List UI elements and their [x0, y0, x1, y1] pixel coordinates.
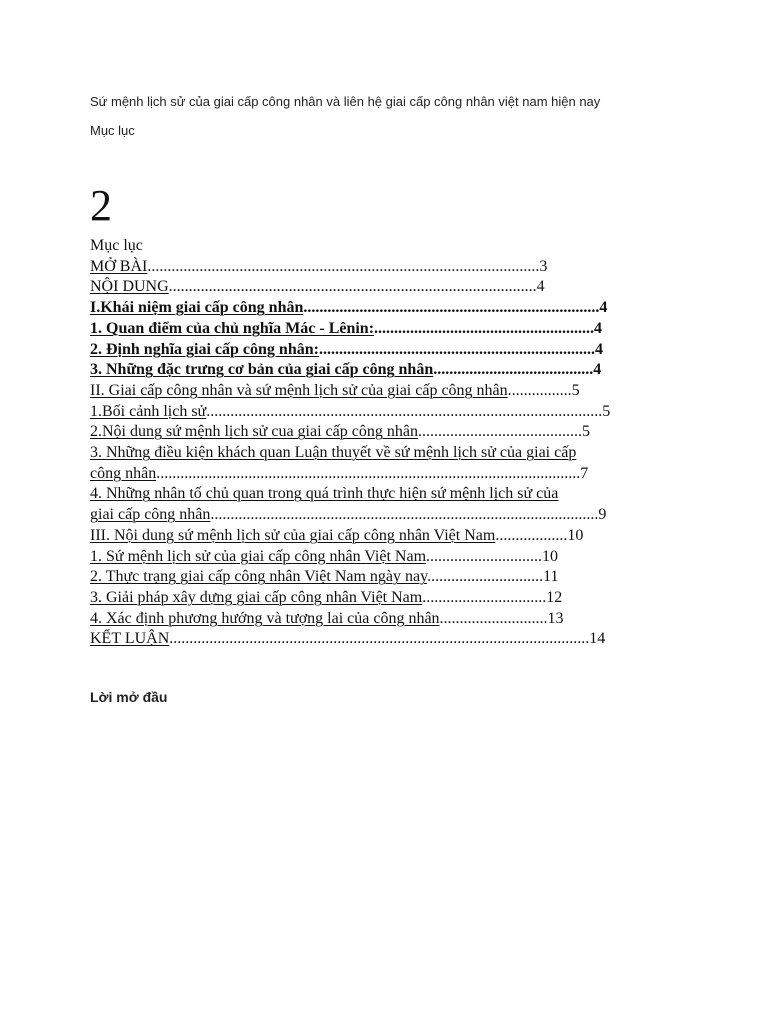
toc-entry-page: 4: [593, 361, 602, 379]
toc-entry-noi-dung-su-menh[interactable]: [90, 422, 660, 443]
toc-entry-text: I.Khái niệm giai cấp công nhân: [90, 299, 304, 317]
toc-entry-khai-niem[interactable]: [90, 298, 660, 319]
toc-entry-thuc-trang[interactable]: [90, 567, 660, 588]
toc-entry-quan-diem[interactable]: [90, 319, 660, 340]
toc-entry-nhan-to[interactable]: [90, 484, 660, 505]
toc-entry-text: giai cấp công nhân: [90, 506, 211, 524]
toc-entry-text: 1. Sứ mệnh lịch sử của giai cấp công nhân Việt Nam: [90, 547, 427, 565]
toc-entry-dots: ..................................................................................................: [147, 257, 540, 275]
toc-entry-phuong-huong[interactable]: [90, 609, 660, 630]
toc-entry-text: NỘI DUNG: [90, 278, 169, 296]
toc-entry-dots: .......................................................: [374, 319, 595, 337]
toc-entry-text: 2. Định nghĩa giai cấp công nhân:: [90, 340, 319, 358]
toc-entry-page: 12: [546, 588, 563, 606]
toc-entry-nhan-to-cont[interactable]: [90, 505, 660, 526]
toc-entry-boi-canh[interactable]: [90, 402, 660, 423]
toc-entry-text: 3. Giải pháp xây dựng giai cấp công nhân Việt Nam: [90, 588, 423, 606]
toc-entry-text: 3. Những đặc trưng cơ bản của giai cấp công nhân: [90, 361, 434, 379]
toc-entry-dots: .............................: [426, 547, 543, 565]
toc-entry-page: 5: [581, 423, 590, 441]
document-title: Sứ mệnh lịch sử của giai cấp công nhân và liên hệ giai cấp công nhân việt nam hiện nay: [90, 94, 601, 109]
toc-entry-text: 2.Nội dung sứ mệnh lịch sử cua giai cấp công nhân: [90, 423, 418, 441]
toc-entry-page: 5: [602, 402, 611, 420]
toc-entry-dots: ...........................: [439, 609, 548, 627]
toc-entry-viet-nam[interactable]: [90, 526, 660, 547]
toc-entry-dots: ........................................: [433, 361, 594, 379]
toc-entry-text: 3. Những điều kiện khách quan Luận thuyết về sứ mệnh lịch sử của giai cấp: [90, 444, 577, 462]
toc-entry-dots: .........................................: [417, 423, 582, 441]
toc-entry-text: II. Giai cấp công nhân và sứ mệnh lịch sử của giai cấp công nhân: [90, 381, 508, 399]
toc-entry-page: 13: [547, 609, 564, 627]
toc-entry-text: 2. Thực trạng giai cấp công nhân Việt Nam ngày nay: [90, 568, 428, 586]
toc-entry-page: 4: [594, 340, 603, 358]
toc-entry-dots: ............................................................................................: [168, 278, 537, 296]
toc-entry-ket-luan[interactable]: [90, 629, 660, 650]
toc-entry-dieu-kien[interactable]: [90, 443, 660, 464]
toc-entry-dots: .........................................................................................................: [169, 630, 590, 648]
toc-entry-page: 10: [567, 526, 584, 544]
toc-entry-text: MỞ BÀI: [90, 257, 148, 275]
toc-entry-text: công nhân: [90, 464, 157, 482]
toc-entry-text: 4. Xác định phương hướng và tượng lai của công nhân: [90, 609, 440, 627]
toc-entry-mo-bai[interactable]: [90, 257, 660, 278]
toc-entry-page: 3: [539, 257, 548, 275]
toc-entry-dots: ..........................................................................................................: [156, 464, 581, 482]
toc-entry-page: 7: [580, 464, 589, 482]
intro-heading: Lời mở đầu: [90, 689, 168, 705]
toc-entry-page: 4: [536, 278, 545, 296]
toc-entry-su-menh-vn[interactable]: [90, 547, 660, 568]
toc-entry-text: KẾT LUẬN: [90, 630, 170, 648]
toc-entry-page: 10: [542, 547, 559, 565]
toc-entry-page: 11: [543, 568, 559, 586]
toc-entry-dots: .............................: [427, 568, 544, 586]
toc-entry-page: 4: [594, 319, 603, 337]
toc-heading: Mục lục: [90, 237, 143, 254]
toc-entry-page: 4: [599, 299, 608, 317]
toc-entry-dots: .................................................................................................: [210, 506, 599, 524]
toc-entry-text: 1.Bối cảnh lịch sử: [90, 402, 207, 420]
toc-entry-text: III. Nội dung sứ mệnh lịch sử của giai cấp công nhân Việt Nam: [90, 526, 496, 544]
page-number: 2: [90, 181, 112, 230]
toc-entry-page: 5: [571, 381, 580, 399]
toc-entry-page: 14: [589, 630, 606, 648]
toc-entry-noi-dung[interactable]: [90, 277, 660, 298]
toc-entry-dots: ...................................................................................................: [206, 402, 603, 420]
toc-entry-page: 9: [598, 506, 607, 524]
toc-entry-giai-phap[interactable]: [90, 588, 660, 609]
toc-entry-dac-trung[interactable]: [90, 360, 660, 381]
toc-entry-dots: ..........................................................................: [303, 299, 600, 317]
table-of-contents: [90, 236, 660, 650]
toc-entry-dieu-kien-cont[interactable]: [90, 464, 660, 485]
toc-entry-dots: .....................................................................: [318, 340, 595, 358]
toc-entry-su-menh[interactable]: [90, 381, 660, 402]
toc-entry-dots: ................: [507, 381, 572, 399]
toc-entry-dots: ..................: [495, 526, 568, 544]
toc-entry-text: 1. Quan điểm của chủ nghĩa Mác - Lênin:: [90, 319, 375, 337]
toc-entry-dinh-nghia[interactable]: [90, 340, 660, 361]
toc-entry-text: 4. Những nhân tố chủ quan trong quá trình thực hiện sứ mệnh lịch sử của: [90, 485, 559, 503]
toc-label-small: Mục lục: [90, 123, 135, 138]
toc-entry-dots: ...............................: [422, 588, 547, 606]
